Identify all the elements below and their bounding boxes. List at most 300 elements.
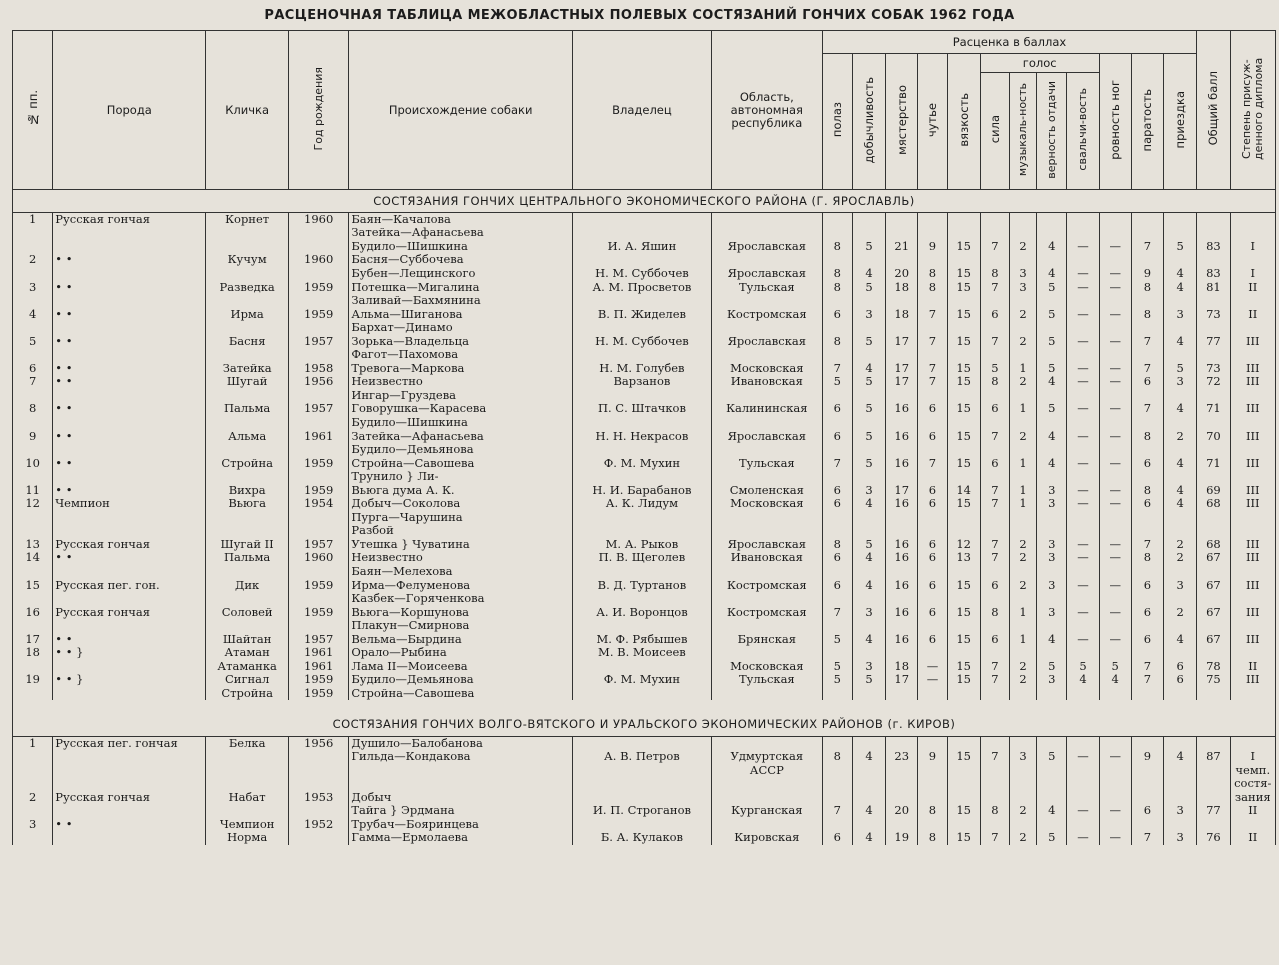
cell-owner <box>572 660 711 674</box>
col-owner: Владелец <box>572 31 711 190</box>
cell-score: 4 <box>852 831 885 845</box>
cell-num: 1 <box>13 213 53 227</box>
cell-score: 4 <box>1164 483 1197 497</box>
cell-score <box>1131 790 1163 804</box>
cell-name <box>206 750 289 764</box>
cell-num: 3 <box>13 818 53 832</box>
cell-score <box>947 619 980 633</box>
cell-owner <box>572 470 711 484</box>
cell-score <box>918 389 947 403</box>
cell-score <box>980 348 1009 362</box>
cell-owner: В. П. Жиделев <box>572 307 711 321</box>
cell-score <box>1230 213 1275 227</box>
cell-score <box>980 818 1009 832</box>
cell-origin: Ингар—Груздева <box>349 389 573 403</box>
cell-score: 4 <box>1037 375 1067 389</box>
cell-region: Ивановская <box>711 551 822 565</box>
cell-name: Ирма <box>206 307 289 321</box>
cell-breed: • • <box>53 483 206 497</box>
cell-score <box>1164 818 1197 832</box>
cell-score <box>1131 592 1163 606</box>
cell-score <box>1067 511 1099 525</box>
cell-score <box>1037 294 1067 308</box>
cell-score: 72 <box>1197 375 1230 389</box>
cell-score: II <box>1230 307 1275 321</box>
cell-score <box>1230 348 1275 362</box>
cell-score <box>852 226 885 240</box>
rating-table <box>12 30 1276 845</box>
cell-score <box>852 565 885 579</box>
cell-num <box>13 660 53 674</box>
cell-score <box>918 253 947 267</box>
cell-score: 67 <box>1197 632 1230 646</box>
spacer-cell <box>13 700 1276 714</box>
cell-year: 1960 <box>288 213 348 227</box>
cell-score: 4 <box>852 632 885 646</box>
cell-score <box>1099 348 1131 362</box>
cell-score <box>947 818 980 832</box>
table-row <box>13 660 1276 674</box>
cell-year <box>288 389 348 403</box>
cell-origin: Казбек—Горяченкова <box>349 592 573 606</box>
cell-score: 4 <box>852 578 885 592</box>
cell-score <box>1164 777 1197 791</box>
cell-score: — <box>1099 605 1131 619</box>
cell-region: Курганская <box>711 804 822 818</box>
cell-score <box>1131 213 1163 227</box>
cell-score: — <box>1067 831 1099 845</box>
cell-score: 6 <box>980 632 1009 646</box>
cell-score <box>1197 736 1230 750</box>
cell-score: — <box>1067 375 1099 389</box>
cell-region: Московская <box>711 660 822 674</box>
table-row <box>13 226 1276 240</box>
cell-score <box>1037 348 1067 362</box>
cell-num <box>13 777 53 791</box>
cell-score <box>852 416 885 430</box>
cell-name: Корнет <box>206 213 289 227</box>
cell-score: 6 <box>1164 673 1197 687</box>
cell-score <box>1067 294 1099 308</box>
cell-score: — <box>1067 362 1099 376</box>
cell-name <box>206 777 289 791</box>
cell-score <box>1037 619 1067 633</box>
cell-score: III <box>1230 402 1275 416</box>
cell-name: Разведка <box>206 280 289 294</box>
cell-score <box>1067 226 1099 240</box>
cell-year <box>288 240 348 254</box>
cell-score: 8 <box>1131 307 1163 321</box>
cell-score: 17 <box>886 375 918 389</box>
cell-num: 5 <box>13 334 53 348</box>
cell-year <box>288 267 348 281</box>
cell-origin: Затейка—Афанасьева <box>349 226 573 240</box>
cell-score <box>1164 511 1197 525</box>
cell-score: 1 <box>1010 402 1037 416</box>
table-row <box>13 578 1276 592</box>
cell-score: 7 <box>980 750 1009 764</box>
cell-score <box>947 294 980 308</box>
cell-score: — <box>1067 804 1099 818</box>
cell-breed <box>53 777 206 791</box>
cell-breed: Русская пег. гончая <box>53 736 206 750</box>
cell-name <box>206 619 289 633</box>
cell-score: 5 <box>1067 660 1099 674</box>
cell-score <box>918 763 947 777</box>
cell-score: 3 <box>852 307 885 321</box>
cell-score: 2 <box>1010 240 1037 254</box>
cell-score: 70 <box>1197 429 1230 443</box>
cell-year <box>288 777 348 791</box>
cell-score <box>1131 416 1163 430</box>
cell-score: 5 <box>852 402 885 416</box>
cell-origin: Орало—Рыбина <box>349 646 573 660</box>
cell-score <box>1099 646 1131 660</box>
cell-num: 3 <box>13 280 53 294</box>
cell-score: — <box>1067 240 1099 254</box>
cell-score <box>980 226 1009 240</box>
cell-score: 7 <box>822 804 852 818</box>
cell-breed <box>53 804 206 818</box>
cell-num: 13 <box>13 538 53 552</box>
cell-score: 1 <box>1010 497 1037 511</box>
cell-score: II <box>1230 831 1275 845</box>
cell-score <box>1010 226 1037 240</box>
cell-owner <box>572 565 711 579</box>
cell-breed: • • <box>53 280 206 294</box>
cell-score <box>1197 790 1230 804</box>
cell-score <box>1010 294 1037 308</box>
cell-region: Ярославская <box>711 429 822 443</box>
cell-score: 8 <box>918 804 947 818</box>
col-breed: Порода <box>53 31 206 190</box>
cell-score <box>947 213 980 227</box>
table-row <box>13 253 1276 267</box>
cell-owner <box>572 213 711 227</box>
cell-score <box>980 443 1009 457</box>
cell-score: 1 <box>1010 456 1037 470</box>
cell-score <box>1010 763 1037 777</box>
cell-score <box>947 777 980 791</box>
cell-score: I <box>1230 240 1275 254</box>
cell-score: 15 <box>947 307 980 321</box>
cell-score: 6 <box>1131 632 1163 646</box>
cell-breed: • • <box>53 551 206 565</box>
cell-name: Басня <box>206 334 289 348</box>
cell-score: 4 <box>1164 267 1197 281</box>
cell-score <box>918 687 947 701</box>
cell-score: — <box>1099 578 1131 592</box>
cell-breed <box>53 470 206 484</box>
cell-score: 5 <box>1037 660 1067 674</box>
cell-num: 8 <box>13 402 53 416</box>
cell-score: 8 <box>1131 551 1163 565</box>
cell-origin: Бубен—Лещинского <box>349 267 573 281</box>
cell-breed: • • <box>53 429 206 443</box>
cell-num <box>13 804 53 818</box>
cell-score: II <box>1230 660 1275 674</box>
cell-score: 87 <box>1197 750 1230 764</box>
cell-owner <box>572 736 711 750</box>
cell-score: 17 <box>886 334 918 348</box>
cell-origin: Гамма—Ермолаева <box>349 831 573 845</box>
cell-score: 6 <box>822 402 852 416</box>
cell-score: — <box>1099 362 1131 376</box>
cell-score <box>1164 565 1197 579</box>
cell-score <box>1067 213 1099 227</box>
cell-score: — <box>1099 831 1131 845</box>
cell-score <box>822 790 852 804</box>
cell-score <box>918 777 947 791</box>
cell-year <box>288 416 348 430</box>
cell-region <box>711 389 822 403</box>
cell-score: 6 <box>1131 605 1163 619</box>
cell-region: Калининская <box>711 402 822 416</box>
cell-score <box>1010 524 1037 538</box>
cell-score: 5 <box>1037 307 1067 321</box>
cell-num: 14 <box>13 551 53 565</box>
cell-score <box>918 818 947 832</box>
cell-score <box>980 470 1009 484</box>
cell-score: 4 <box>852 804 885 818</box>
table-row <box>13 362 1276 376</box>
cell-score <box>1164 524 1197 538</box>
cell-owner: И. А. Яшин <box>572 240 711 254</box>
cell-score: — <box>1099 307 1131 321</box>
cell-score <box>1067 687 1099 701</box>
cell-score: 15 <box>947 804 980 818</box>
cell-region <box>711 348 822 362</box>
cell-score: 15 <box>947 831 980 845</box>
cell-score: 6 <box>1131 456 1163 470</box>
cell-year <box>288 348 348 362</box>
cell-year: 1959 <box>288 280 348 294</box>
cell-score <box>1067 763 1099 777</box>
cell-score: 17 <box>886 362 918 376</box>
cell-origin: Баян—Качалова <box>349 213 573 227</box>
cell-score <box>1099 213 1131 227</box>
cell-score: 7 <box>822 362 852 376</box>
cell-score: 1 <box>1010 362 1037 376</box>
cell-score <box>918 511 947 525</box>
cell-score <box>1037 389 1067 403</box>
cell-score: 16 <box>886 551 918 565</box>
cell-breed: • • <box>53 456 206 470</box>
cell-score <box>1067 253 1099 267</box>
cell-score <box>980 565 1009 579</box>
cell-region <box>711 213 822 227</box>
cell-num: 11 <box>13 483 53 497</box>
cell-score: 13 <box>947 551 980 565</box>
cell-score: 19 <box>886 831 918 845</box>
cell-score: I <box>1230 750 1275 764</box>
cell-score: 83 <box>1197 267 1230 281</box>
cell-score: — <box>918 673 947 687</box>
cell-num <box>13 592 53 606</box>
cell-name: Соловей <box>206 605 289 619</box>
cell-score <box>980 416 1009 430</box>
cell-score <box>918 213 947 227</box>
cell-score <box>918 470 947 484</box>
cell-owner <box>572 443 711 457</box>
cell-score: 6 <box>980 456 1009 470</box>
cell-score <box>852 777 885 791</box>
cell-name: Дик <box>206 578 289 592</box>
cell-score: 7 <box>980 538 1009 552</box>
cell-score <box>886 511 918 525</box>
cell-score <box>1197 253 1230 267</box>
cell-score <box>886 592 918 606</box>
cell-origin: Альма—Шиганова <box>349 307 573 321</box>
cell-score: 6 <box>918 538 947 552</box>
cell-score <box>1037 511 1067 525</box>
cell-region <box>711 592 822 606</box>
cell-num: 15 <box>13 578 53 592</box>
cell-score: 81 <box>1197 280 1230 294</box>
cell-score: — <box>1067 497 1099 511</box>
col-name: Кличка <box>206 31 289 190</box>
cell-score: — <box>918 660 947 674</box>
cell-score: — <box>1099 750 1131 764</box>
cell-score <box>947 389 980 403</box>
cell-score: 5 <box>1164 240 1197 254</box>
cell-year: 1961 <box>288 429 348 443</box>
cell-owner <box>572 777 711 791</box>
cell-score: 9 <box>1131 267 1163 281</box>
cell-score: 16 <box>886 578 918 592</box>
cell-num: 10 <box>13 456 53 470</box>
cell-score: 21 <box>886 240 918 254</box>
cell-score <box>852 524 885 538</box>
cell-score <box>1164 470 1197 484</box>
cell-year: 1960 <box>288 253 348 267</box>
cell-score <box>1067 646 1099 660</box>
cell-score <box>886 818 918 832</box>
table-row <box>13 831 1276 845</box>
cell-score: — <box>1099 429 1131 443</box>
cell-score <box>980 777 1009 791</box>
cell-score <box>1099 511 1131 525</box>
cell-score <box>1099 763 1131 777</box>
cell-score <box>1197 416 1230 430</box>
cell-score <box>1010 511 1037 525</box>
cell-score <box>886 253 918 267</box>
cell-breed <box>53 619 206 633</box>
cell-score: 3 <box>1010 750 1037 764</box>
cell-region: Костромская <box>711 307 822 321</box>
cell-region: Костромская <box>711 578 822 592</box>
cell-score <box>1037 818 1067 832</box>
cell-score <box>1131 619 1163 633</box>
cell-score: — <box>1067 280 1099 294</box>
cell-name <box>206 240 289 254</box>
cell-score <box>822 213 852 227</box>
table-row <box>13 750 1276 764</box>
cell-score: III <box>1230 497 1275 511</box>
cell-name <box>206 267 289 281</box>
cell-score: 6 <box>1131 375 1163 389</box>
cell-score: 5 <box>1099 660 1131 674</box>
cell-score: — <box>1099 551 1131 565</box>
cell-score: 16 <box>886 605 918 619</box>
cell-name: Пальма <box>206 551 289 565</box>
cell-score: 5 <box>852 375 885 389</box>
cell-origin: Фагот—Пахомова <box>349 348 573 362</box>
cell-score <box>1037 416 1067 430</box>
cell-score: 2 <box>1164 605 1197 619</box>
cell-score: 6 <box>1131 578 1163 592</box>
cell-score <box>918 321 947 335</box>
cell-score: — <box>1099 632 1131 646</box>
cell-score: 7 <box>918 307 947 321</box>
cell-name <box>206 511 289 525</box>
cell-score <box>1230 470 1275 484</box>
cell-score <box>822 470 852 484</box>
cell-score <box>1067 348 1099 362</box>
table-row <box>13 456 1276 470</box>
section-header <box>13 714 1276 737</box>
table-row <box>13 818 1276 832</box>
col-priezd: приездка <box>1164 54 1197 190</box>
cell-score <box>886 389 918 403</box>
cell-origin: Будило—Демьянова <box>349 673 573 687</box>
cell-score: — <box>1067 750 1099 764</box>
cell-score <box>1197 777 1230 791</box>
cell-score <box>886 763 918 777</box>
cell-score: 83 <box>1197 240 1230 254</box>
cell-score: 15 <box>947 605 980 619</box>
cell-score: чемп. <box>1230 763 1275 777</box>
cell-score <box>1164 389 1197 403</box>
cell-score: III <box>1230 632 1275 646</box>
cell-score <box>1099 687 1131 701</box>
cell-score <box>1099 470 1131 484</box>
col-region: Область, автономная республика <box>711 31 822 190</box>
cell-owner <box>572 416 711 430</box>
cell-num <box>13 831 53 845</box>
cell-score <box>1037 443 1067 457</box>
cell-score <box>947 763 980 777</box>
cell-score: 15 <box>947 456 980 470</box>
table-row <box>13 687 1276 701</box>
cell-name <box>206 470 289 484</box>
cell-score: 7 <box>980 483 1009 497</box>
cell-breed <box>53 763 206 777</box>
cell-score <box>886 470 918 484</box>
cell-region: Кировская <box>711 831 822 845</box>
cell-score: 6 <box>1164 660 1197 674</box>
cell-score <box>1099 416 1131 430</box>
cell-score: 3 <box>1164 307 1197 321</box>
cell-name: Стройна <box>206 456 289 470</box>
cell-year <box>288 565 348 579</box>
cell-region: Смоленская <box>711 483 822 497</box>
cell-score <box>852 790 885 804</box>
cell-score: 8 <box>980 267 1009 281</box>
cell-score: — <box>1067 538 1099 552</box>
cell-origin: Заливай—Бахмянина <box>349 294 573 308</box>
cell-score <box>980 736 1009 750</box>
cell-breed: Чемпион <box>53 497 206 511</box>
cell-score: 3 <box>1164 831 1197 845</box>
cell-score: 2 <box>1010 551 1037 565</box>
cell-region <box>711 818 822 832</box>
cell-year: 1953 <box>288 790 348 804</box>
cell-region <box>711 416 822 430</box>
cell-score: 8 <box>822 267 852 281</box>
cell-score: 1 <box>1010 605 1037 619</box>
cell-owner <box>572 763 711 777</box>
